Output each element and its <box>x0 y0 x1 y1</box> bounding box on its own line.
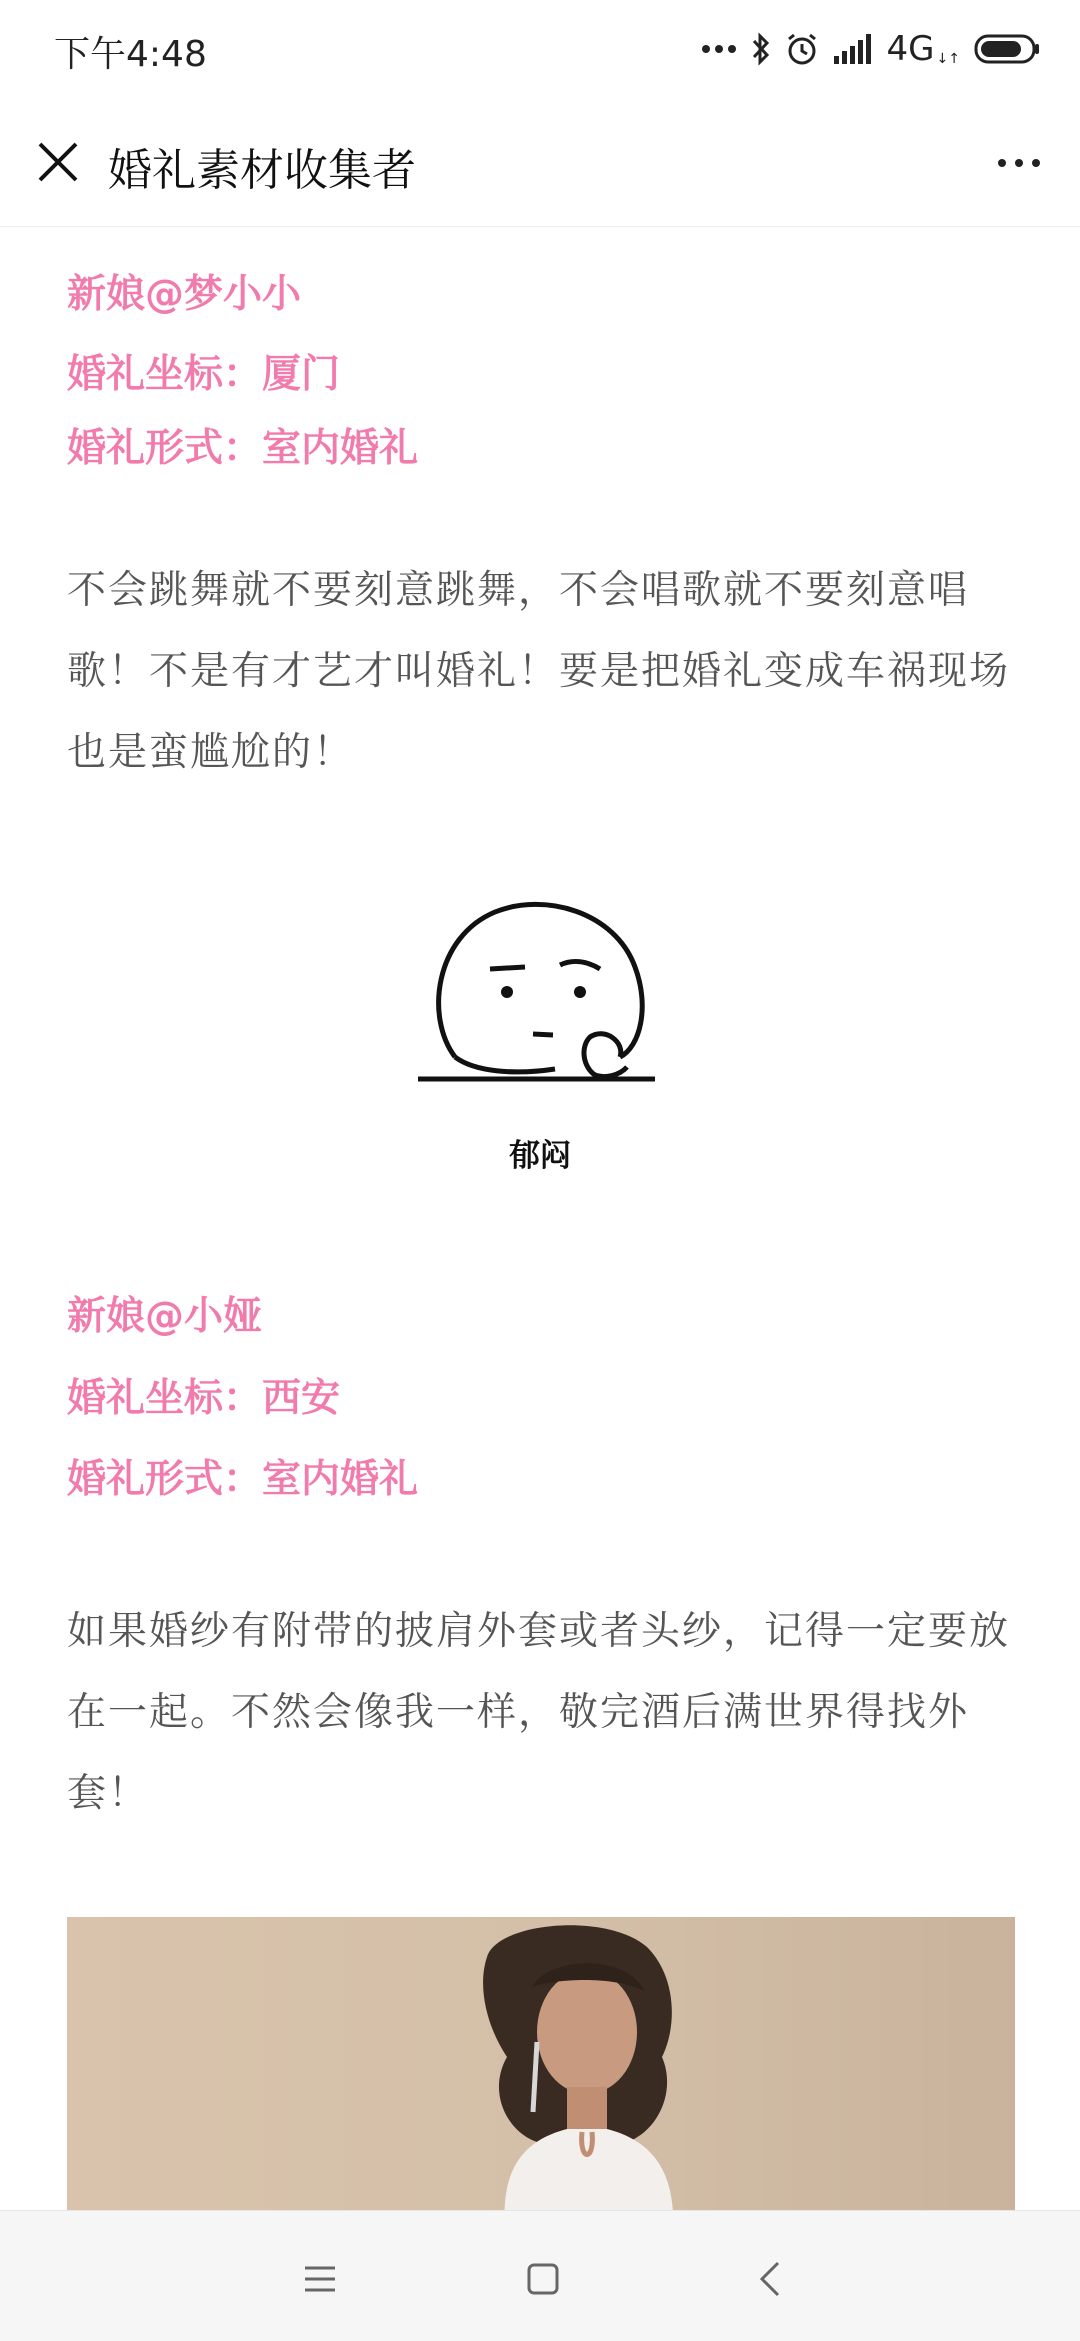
more-button[interactable] <box>984 138 1054 188</box>
network-activity: ↓↑ <box>936 51 960 67</box>
menu-icon <box>303 2264 337 2294</box>
more-icon-dot <box>1032 159 1040 167</box>
menu-button[interactable] <box>290 2249 350 2309</box>
system-nav-bar <box>0 2210 1080 2341</box>
depressed-face-sticker <box>415 897 665 1097</box>
bluetooth-icon <box>751 32 771 66</box>
alarm-icon <box>785 32 819 66</box>
bride-name: 新娘@小娅 <box>67 1294 263 1339</box>
status-time: 下午4:48 <box>54 34 207 75</box>
bride-photo <box>67 1917 1015 2210</box>
status-bar <box>0 0 1080 100</box>
home-square-icon <box>526 2262 560 2296</box>
wedding-location: 婚礼坐标：西安 <box>67 1376 341 1421</box>
battery-icon <box>974 34 1040 64</box>
close-button[interactable] <box>28 132 88 192</box>
signal-icon <box>833 34 873 64</box>
post-text: 如果婚纱有附带的披肩外套或者头纱，记得一定要放在一起。不然会像我一样，敬完酒后满世界得找外套！ <box>67 1609 1011 1816</box>
more-dots-icon <box>701 43 737 55</box>
network-type: 4G <box>886 29 935 69</box>
home-button[interactable] <box>513 2249 573 2309</box>
back-icon <box>758 2260 782 2298</box>
sticker-caption: 郁闷 <box>509 1138 571 1174</box>
back-button[interactable] <box>740 2249 800 2309</box>
wedding-format: 婚礼形式：室内婚礼 <box>67 1457 419 1502</box>
wedding-format: 婚礼形式：室内婚礼 <box>67 426 419 471</box>
title-bar <box>0 100 1080 227</box>
close-icon <box>36 140 80 184</box>
article-content <box>0 227 1080 2210</box>
post-text: 不会跳舞就不要刻意跳舞，不会唱歌就不要刻意唱歌！不是有才艺才叫婚礼！要是把婚礼变成车祸现场也是蛮尴尬的！ <box>67 568 1011 775</box>
status-icons <box>701 24 1040 74</box>
page-title: 婚礼素材收集者 <box>108 145 416 196</box>
more-icon-dot <box>1015 159 1023 167</box>
bride-name: 新娘@梦小小 <box>67 272 302 317</box>
network-indicator <box>887 29 960 69</box>
more-icon <box>998 159 1006 167</box>
wedding-location: 婚礼坐标：厦门 <box>67 352 341 397</box>
